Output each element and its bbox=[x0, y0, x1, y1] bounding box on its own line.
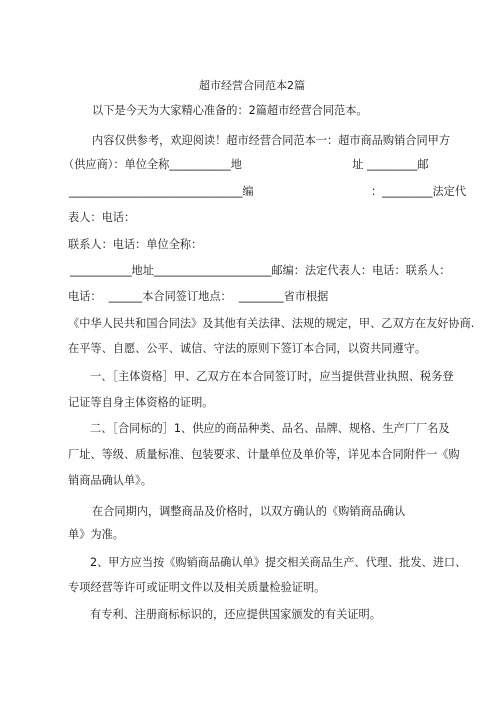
paragraph-line: 电话： ______本合同签订地点： ________省市根据 bbox=[68, 290, 329, 303]
paragraph-line: 厂址、等级、质量标准、包装要求、计量单位及单价等，详见本合同附件一《购 bbox=[68, 448, 460, 461]
paragraph-line: （供应商）：单位全称___________地 址 _________邮 bbox=[63, 158, 429, 171]
paragraph-line: 记证等自身主体资格的证明。 bbox=[68, 396, 214, 409]
paragraph-line: 内容仅供参考，欢迎阅读！超市经营合同范本一：超市商品购销合同甲方 bbox=[92, 134, 451, 147]
paragraph-line: 专项经营等许可或证明文件以及相关质量检验证明。 bbox=[68, 581, 326, 594]
paragraph-line: 表人：电话： bbox=[68, 211, 136, 224]
paragraph-line: _______________________________编 ：_________法定代 bbox=[69, 185, 467, 198]
paragraph-line: ___________地址_____________________邮编：法定代表人：电话：联系人： bbox=[70, 264, 451, 277]
paragraph-line: 单》为准。 bbox=[68, 528, 124, 541]
paragraph-line: 一、［主体资格］甲、乙双方在本合同签订时，应当提供营业执照、税务登 bbox=[90, 370, 454, 383]
paragraph-line: 2、甲方应当按《购销商品确认单》提交相关商品生产、代理、批发、进口、 bbox=[90, 556, 467, 569]
paragraph-line: 以下是今天为大家精心准备的：2篇超市经营合同范本。 bbox=[92, 104, 368, 117]
paragraph-line: 有专利、注册商标标识的，还应提供国家颁发的有关证明。 bbox=[90, 608, 381, 621]
document-title: 超市经营合同范本2篇 bbox=[199, 79, 305, 92]
paragraph-line: 联系人：电话：单位全称： bbox=[68, 238, 203, 251]
paragraph-line: 在平等、自愿、公平、诚信、守法的原则下签订本合同，以资共同遵守。 bbox=[68, 342, 427, 355]
paragraph-line: 二、［合同标的］1、供应的商品种类、品名、品牌、规格、生产厂厂名及 bbox=[90, 422, 450, 435]
paragraph-line: 销商品确认单》。 bbox=[68, 474, 152, 487]
paragraph-line: 在合同期内，调整商品及价格时，以双方确认的《购销商品确认 bbox=[92, 505, 406, 518]
paragraph-line: 《中华人民共和国合同法》及其他有关法律、法规的规定，甲、乙双方在友好协商. bbox=[68, 317, 475, 330]
